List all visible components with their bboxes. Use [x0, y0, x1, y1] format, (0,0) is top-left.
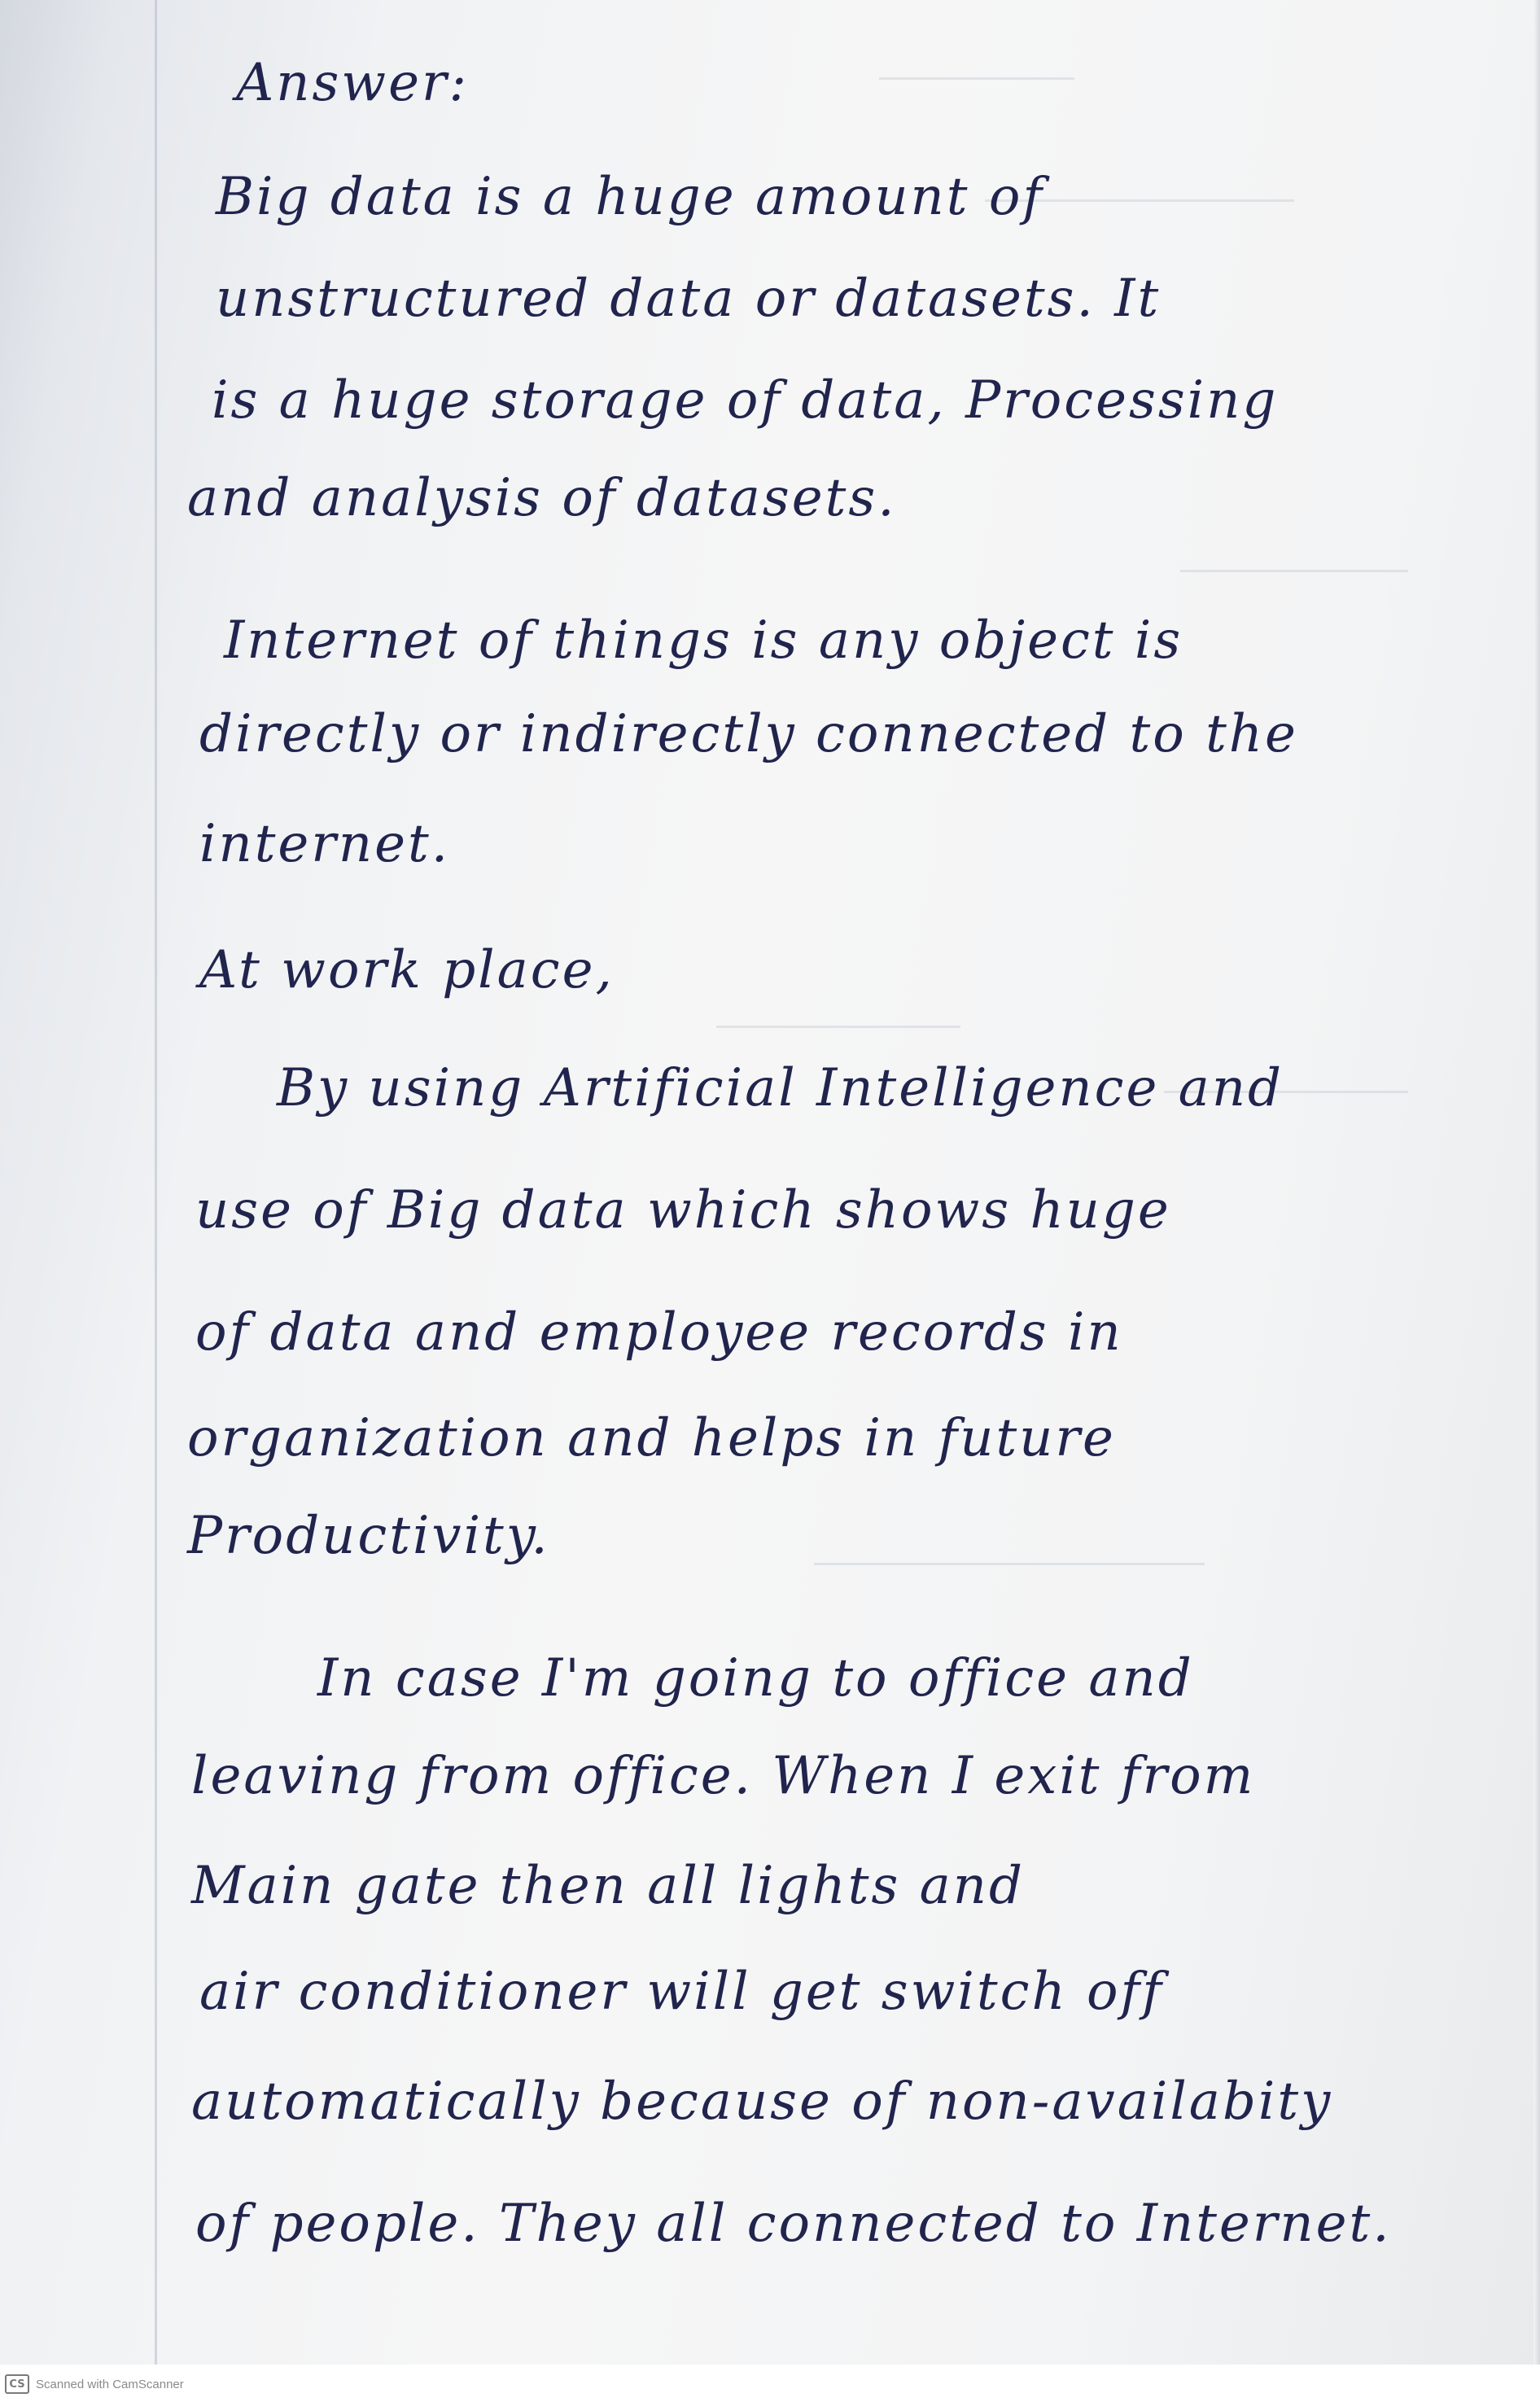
text-line: and analysis of datasets.	[187, 468, 897, 528]
camscanner-logo-icon: CS	[5, 2374, 29, 2394]
text-line: is a huge storage of data, Processing	[212, 370, 1279, 431]
bleed-through-mark	[1180, 537, 1408, 572]
text-line: air conditioner will get switch off	[199, 1962, 1164, 2022]
text-line: Main gate then all lights and	[191, 1856, 1025, 1916]
scanner-watermark	[5, 2374, 184, 2394]
text-line: Internet of things is any object is	[224, 610, 1183, 671]
bleed-through-mark	[879, 45, 1074, 80]
text-line: leaving from office. When I exit from	[191, 1746, 1256, 1806]
text-line: Big data is a huge amount of	[216, 167, 1045, 227]
text-line: automatically because of non-availabity	[191, 2072, 1333, 2132]
text-line: use of Big data which shows huge	[195, 1180, 1171, 1240]
text-line: At work place,	[199, 940, 615, 1000]
text-line: organization and helps in future	[187, 1408, 1116, 1468]
text-line: In case I'm going to office and	[317, 1648, 1194, 1709]
scanner-footer-strip	[0, 2365, 1540, 2402]
text-line: By using Artificial Intelligence and	[277, 1058, 1284, 1118]
page-edge-shadow	[1533, 0, 1540, 2402]
text-line: of data and employee records in	[195, 1302, 1123, 1363]
text-line: of people. They all connected to Internet.	[195, 2194, 1392, 2254]
bleed-through-mark	[716, 993, 960, 1028]
text-line: Productivity.	[187, 1506, 550, 1566]
text-line: directly or indirectly connected to the	[199, 704, 1298, 764]
margin-line	[155, 0, 157, 2365]
text-line: unstructured data or datasets. It	[216, 269, 1162, 329]
text-line: internet.	[199, 814, 451, 874]
answer-heading: Answer:	[236, 53, 470, 113]
bleed-through-mark	[814, 1530, 1205, 1565]
watermark-text: Scanned with CamScanner	[36, 2377, 184, 2391]
